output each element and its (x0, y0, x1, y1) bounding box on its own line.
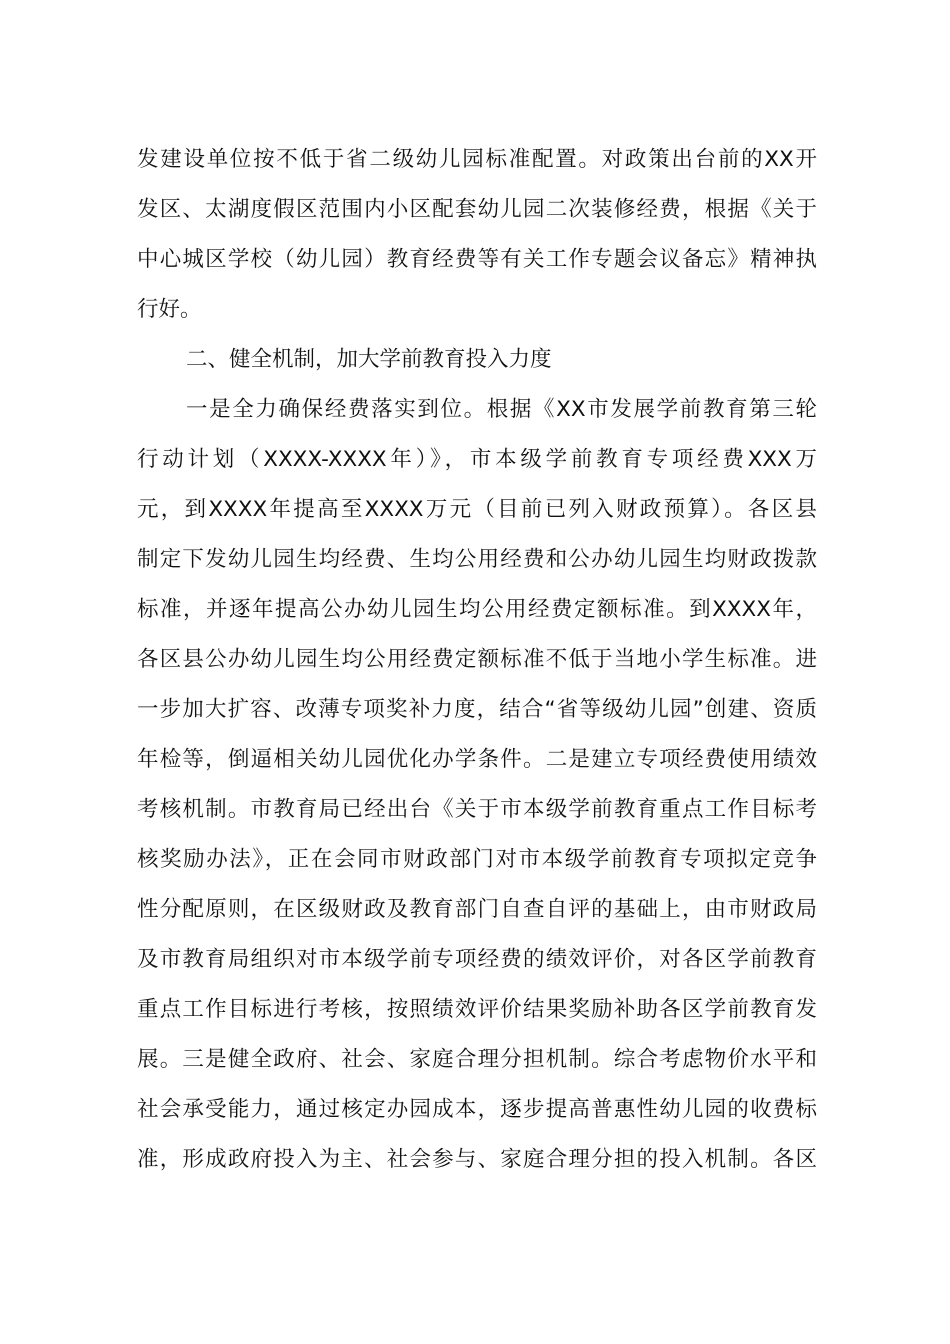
section-heading: 二、健全机制，加大学前教育投入力度 (186, 347, 552, 372)
text-line: 行动计划（XXXX-XXXX年）》，市本级学前教育专项经费XXX万 (137, 447, 817, 472)
text-line: 各区县公办幼儿园生均公用经费定额标准不低于当地小学生标准。进 (137, 647, 817, 672)
text-line: 社会承受能力，通过核定办园成本，逐步提高普惠性幼儿园的收费标 (137, 1097, 817, 1122)
text-line: 制定下发幼儿园生均经费、生均公用经费和公办幼儿园生均财政拨款 (137, 547, 817, 572)
text-line: 年检等，倒逼相关幼儿园优化办学条件。二是建立专项经费使用绩效 (137, 747, 817, 772)
text-line: 行好。 (137, 297, 202, 322)
text-line: 展。三是健全政府、社会、家庭合理分担机制。综合考虑物价水平和 (137, 1047, 817, 1072)
text-line: 重点工作目标进行考核，按照绩效评价结果奖励补助各区学前教育发 (137, 997, 817, 1022)
text-line: 发区、太湖度假区范围内小区配套幼儿园二次装修经费，根据《关于 (137, 197, 817, 222)
text-line: 准，形成政府投入为主、社会参与、家庭合理分担的投入机制。各区 (137, 1147, 817, 1172)
text-line: 发建设单位按不低于省二级幼儿园标准配置。对政策出台前的XX开 (137, 147, 817, 172)
text-line: 一步加大扩容、改薄专项奖补力度，结合“省等级幼儿园”创建、资质 (137, 697, 817, 722)
text-line: 核奖励办法》，正在会同市财政部门对市本级学前教育专项拟定竞争 (137, 847, 817, 872)
text-line: 考核机制。市教育局已经出台《关于市本级学前教育重点工作目标考 (137, 797, 817, 822)
text-line: 性分配原则，在区级财政及教育部门自查自评的基础上，由市财政局 (137, 897, 817, 922)
text-line: 标准，并逐年提高公办幼儿园生均公用经费定额标准。到XXXX年， (137, 597, 817, 622)
text-line: 元，到XXXX年提高至XXXX万元（目前已列入财政预算）。各区县 (137, 497, 817, 522)
text-line: 中心城区学校（幼儿园）教育经费等有关工作专题会议备忘》精神执 (137, 247, 817, 272)
text-line: 一是全力确保经费落实到位。根据《XX市发展学前教育第三轮 (186, 397, 817, 422)
text-line: 及市教育局组织对市本级学前专项经费的绩效评价，对各区学前教育 (137, 947, 817, 972)
